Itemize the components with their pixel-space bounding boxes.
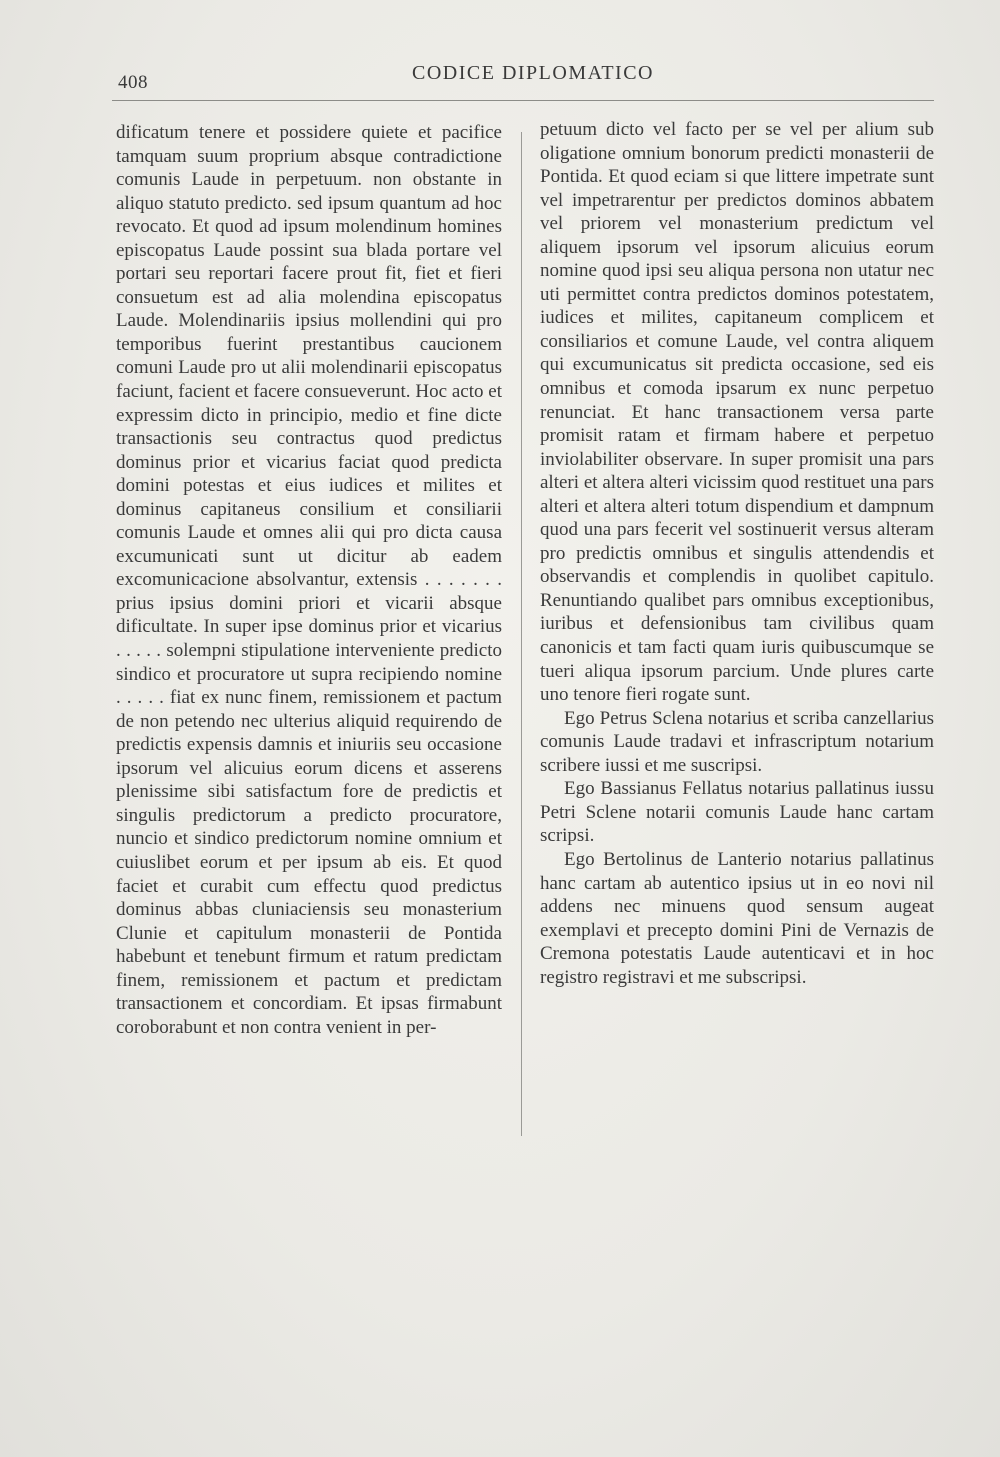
left-column bbox=[116, 121, 502, 1039]
left-paragraph-1: dificatum tenere et possidere quiete et pacifice tamquam suum proprium absque contradictione comunis Laude in perpetuum. non obstante in aliquo statuto predicto. sed ipsum quantum ad hoc revocato. Et quod ad ipsum molendinum homines episcopatus Laude possint sua blada portare vel portari seu reportari facere prout fit, fiet et fieri consuetum est ad alia molendina episcopatus Laude. Molendinariis ipsius mollendini qui pro temporibus fuerint prestantibus caucionem comuni Laude pro ut alii molendinarii episcopatus faciunt, facient et facere consueverunt. Hoc acto et expressim dicto in principio, medio et fine dicte transactionis seu contractus quod predictus dominus prior et vicarius faciat quod predicta domini potestas et eius iudices et milites et dominus capitaneus consilium et consiliarii comunis Laude et omnes alii qui pro dicta causa excumunicati sunt ut dicitur ab eadem excomunicacione absolvantur, extensis . . . . . . . prius ipsius domini priori et vicarii absque dificultate. In super ipse dominus prior et vicarius . . . . . solempni stipulatione interveniente predicto sindico et procuratore ut supra recipiendo nomine . . . . . fiat ex nunc finem, remissionem et pactum de non petendo nec ulterius aliquid requirendo de predictis expensis damnis et iniuriis seu occasione ipsorum vel alicuius eorum dicens et asserens plenissime sibi satisfactum fore de predictis et singulis predictorum a predicto procuratore, nuncio et sindico predictorum nomine omnium et cuiuslibet eorum et per ipsum ab eis. Et quod faciet et curabit cum effectu quod predictus dominus abbas cluniaciensis seu monasterium Clunie et capitulum monasterii de Pontida habebunt et tenebunt firmum et ratum predictam finem, remissionem et pactum et predictam transactionem et concordiam. Et ipsas firmabunt coroborabunt et non contra venient in per- bbox=[116, 122, 502, 1038]
header-rule bbox=[112, 100, 934, 101]
page-number: 408 bbox=[118, 72, 148, 93]
running-head bbox=[112, 62, 934, 92]
right-column bbox=[540, 118, 934, 989]
right-paragraph-subscription-sclena: Ego Petrus Sclena notarius et scriba canzellarius comunis Laude tradavi et infrascriptum notarium scribere iussi et me suscripsi. bbox=[540, 707, 934, 776]
right-paragraph-subscription-lanterio: Ego Bertolinus de Lanterio notarius pallatinus hanc cartam ab autentico ipsius ut in eo novi nil addens nec minuens quod sensum augeat exemplavi et precepto domini Pini de Vernazis de Cremona potestatis Laude autenticavi et in hoc registro registravi et me subscripsi. bbox=[540, 848, 934, 988]
running-title: CODICE DIPLOMATICO bbox=[412, 62, 654, 84]
column-divider bbox=[521, 132, 522, 1136]
right-paragraph-subscription-fellatus: Ego Bassianus Fellatus notarius pallatinus iussu Petri Sclene notarii comunis Laude hanc cartam scripsi. bbox=[540, 778, 934, 847]
right-paragraph-1: petuum dicto vel facto per se vel per alium sub oligatione omnium bonorum predicti monasterii de Pontida. Et quod eciam si que littere impetrate sunt vel impetrarentur per predictos dominos abbatem vel priorem vel monasterium predictum vel aliquem ipsorum vel ipsorum alicuius eorum nomine quod ipsi seu aliqua persona non utatur nec uti permittet contra predictos dominos potestatem, iudices et milites, capitaneum complicem et consiliarios et comune Laude, vel contra aliquem qui excumunicatus sit predicta occasione, sed eis omnibus et comoda ipsarum ex nunc perpetuo renunciat. Et hanc transactionem versa parte promisit ratam et firmam habere et perpetuo inviolabiliter observare. In super promisit una pars alteri et altera alteri vicissim quod restituet una pars alteri et altera alteri totum dispendium et dampnum quod una pars fecerit vel sostinuerit versus alteram pro predictis omnibus et singulis attendendis et observandis et complendis in quolibet capitulo. Renuntiando qualibet pars omnibus exceptionibus, iuribus et defensionibus tam civilibus quam canonicis et tam facti quam iuris quibuscumque se tueri aliqua ipsorum parcium. Unde plures carte uno tenore fieri rogate sunt. bbox=[540, 119, 934, 706]
